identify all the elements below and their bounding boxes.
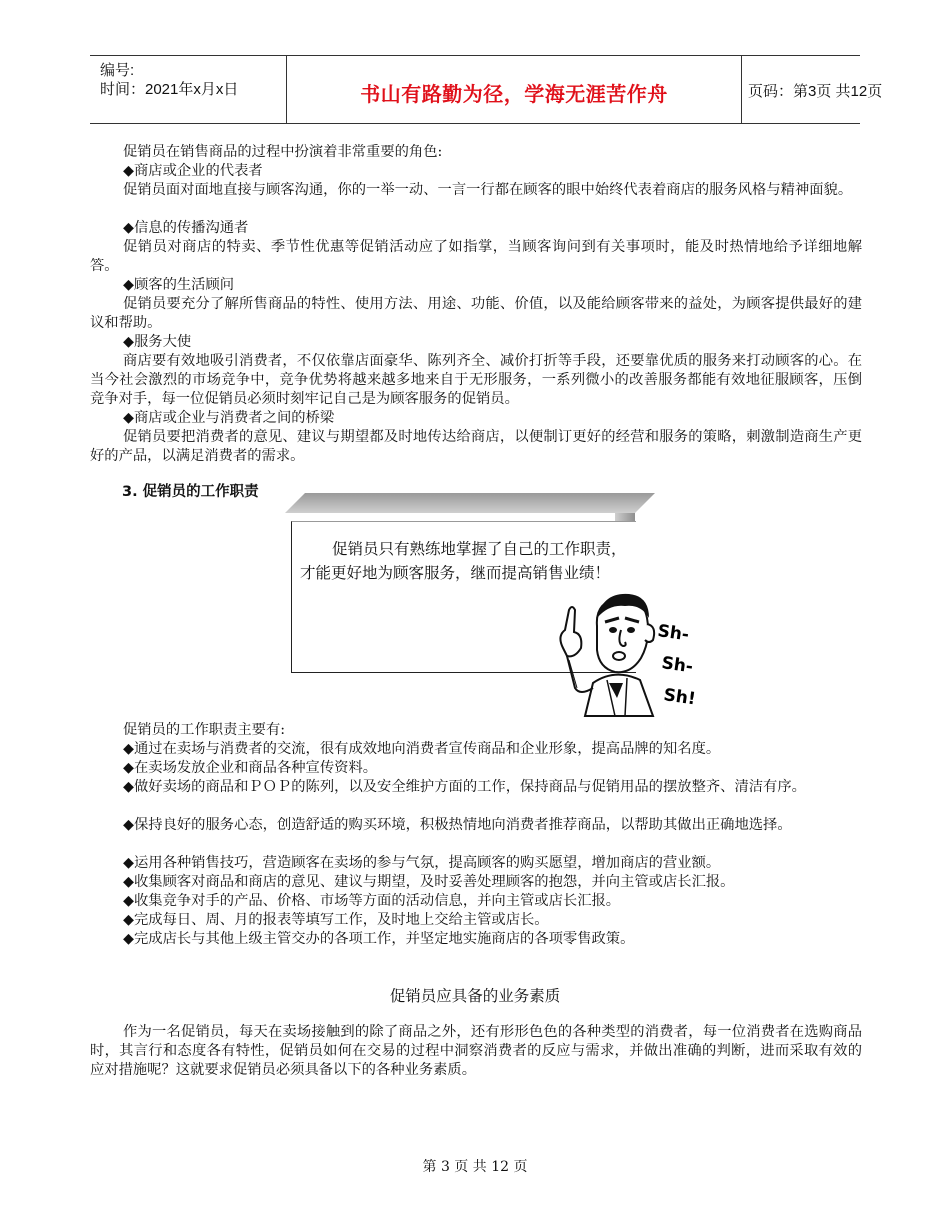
section-title: 促销员应具备的业务素质 (389, 987, 561, 1005)
callout-shadow-top (285, 493, 655, 513)
cartoon-figure (545, 588, 710, 723)
role-2-text: 促销员对商店的特卖、季节性优惠等促销活动应了如指掌，当顾客询问到有关事项时，能及时热情地给予详细地解答。 (90, 239, 862, 274)
duty-item: ◆保持良好的服务心态，创造舒适的购买环境，积极热情地向消费者推荐商品，以帮助其做出正确地选择。 (123, 817, 792, 833)
role-3-text: 促销员要充分了解所售商品的特性、使用方法、用途、功能、价值，以及能给顾客带来的益处，为顾客提供最好的建议和帮助。 (90, 296, 862, 331)
page-label: 页码：第3页 共12页 (748, 83, 883, 100)
time-label: 时间：2021年x月x日 (100, 81, 239, 98)
header-motto-cell (286, 56, 742, 123)
duty-item: ◆收集竞争对手的产品、价格、市场等方面的活动信息，并向主管或店长汇报。 (123, 893, 621, 909)
duties-intro: 促销员的工作职责主要有: (123, 722, 286, 738)
motto: 书山有路勤为径，学海无涯苦作舟 (360, 82, 668, 106)
quality-text: 作为一名促销员，每天在卖场接触到的除了商品之外，还有形形色色的各种类型的消费者，每一位消费者在选购商品时，其言行和态度各有特性，促销员如何在交易的过程中洞察消费者的反应与需求，并做出准确的判断，进而采取有效的应对措施呢？这就要求促销员必须具备以下的各种业务素质。 (90, 1024, 862, 1078)
duty-item: ◆通过在卖场与消费者的交流，很有成效地向消费者宣传商品和企业形象，提高品牌的知名度。 (123, 741, 721, 757)
cartoon-text-3: Sh! (662, 685, 697, 710)
page-footer: 第 3 页 共 12 页 (422, 1159, 528, 1175)
roles-intro: 促销员在销售商品的过程中扮演着非常重要的角色: (123, 144, 443, 160)
duty-item: ◆收集顾客对商品和商店的意见、建议与期望，及时妥善处理顾客的抱怨，并向主管或店长汇报。 (123, 874, 735, 890)
cartoon-text-1: Sh- (656, 621, 691, 646)
page-header (90, 55, 883, 124)
role-1-title: ◆商店或企业的代表者 (123, 163, 263, 179)
role-5-text: 促销员要把消费者的意见、建议与期望都及时地传达给商店，以便制订更好的经营和服务的策略，刺激制造商生产更好的产品，以满足消费者的需求。 (90, 429, 862, 464)
header-page-cell (740, 56, 883, 123)
section-heading: 3. 促销员的工作职责 (122, 484, 259, 500)
cartoon-text-2: Sh- (660, 653, 695, 678)
header-meta (90, 56, 286, 123)
duty-item: ◆完成每日、周、月的报表等填写工作，及时地上交给主管或店长。 (123, 912, 549, 928)
role-5-title: ◆商店或企业与消费者之间的桥梁 (123, 410, 335, 426)
role-2-title: ◆信息的传播沟通者 (123, 220, 249, 236)
role-3-title: ◆顾客的生活顾问 (123, 277, 235, 293)
duty-item: ◆在卖场发放企业和商品各种宣传资料。 (123, 760, 378, 776)
duty-item: ◆运用各种销售技巧，营造顾客在卖场的参与气氛，提高顾客的购买愿望，增加商店的营业额。 (123, 855, 721, 871)
role-4-text: 商店要有效地吸引消费者，不仅依靠店面豪华、陈列齐全、减价打折等手段，还要靠优质的服务来打动顾客的心。在当今社会激烈的市场竞争中，竞争优势将越来越多地来自于无形服务，一系列微小的改善服务都能有效地征服顾客，压倒竞争对手，每一位促销员必须时刻牢记自己是为顾客服务的促销员。 (90, 353, 862, 407)
duty-item: ◆做好卖场的商品和ＰＯＰ的陈列，以及安全维护方面的工作，保持商品与促销用品的摆放整齐、清洁有序。 (123, 779, 806, 795)
role-4-title: ◆服务大使 (123, 334, 192, 350)
number-label: 编号: (100, 62, 135, 79)
duty-item: ◆完成店长与其他上级主管交办的各项工作，并坚定地实施商店的各项零售政策。 (123, 931, 635, 947)
role-1-text: 促销员面对面地直接与顾客沟通，你的一举一动、一言一行都在顾客的眼中始终代表着商店的服务风格与精神面貌。 (123, 182, 853, 198)
callout-text: 促销员只有熟练地掌握了自己的工作职责，才能更好地为顾客服务，继而提高销售业绩！ (300, 540, 627, 582)
